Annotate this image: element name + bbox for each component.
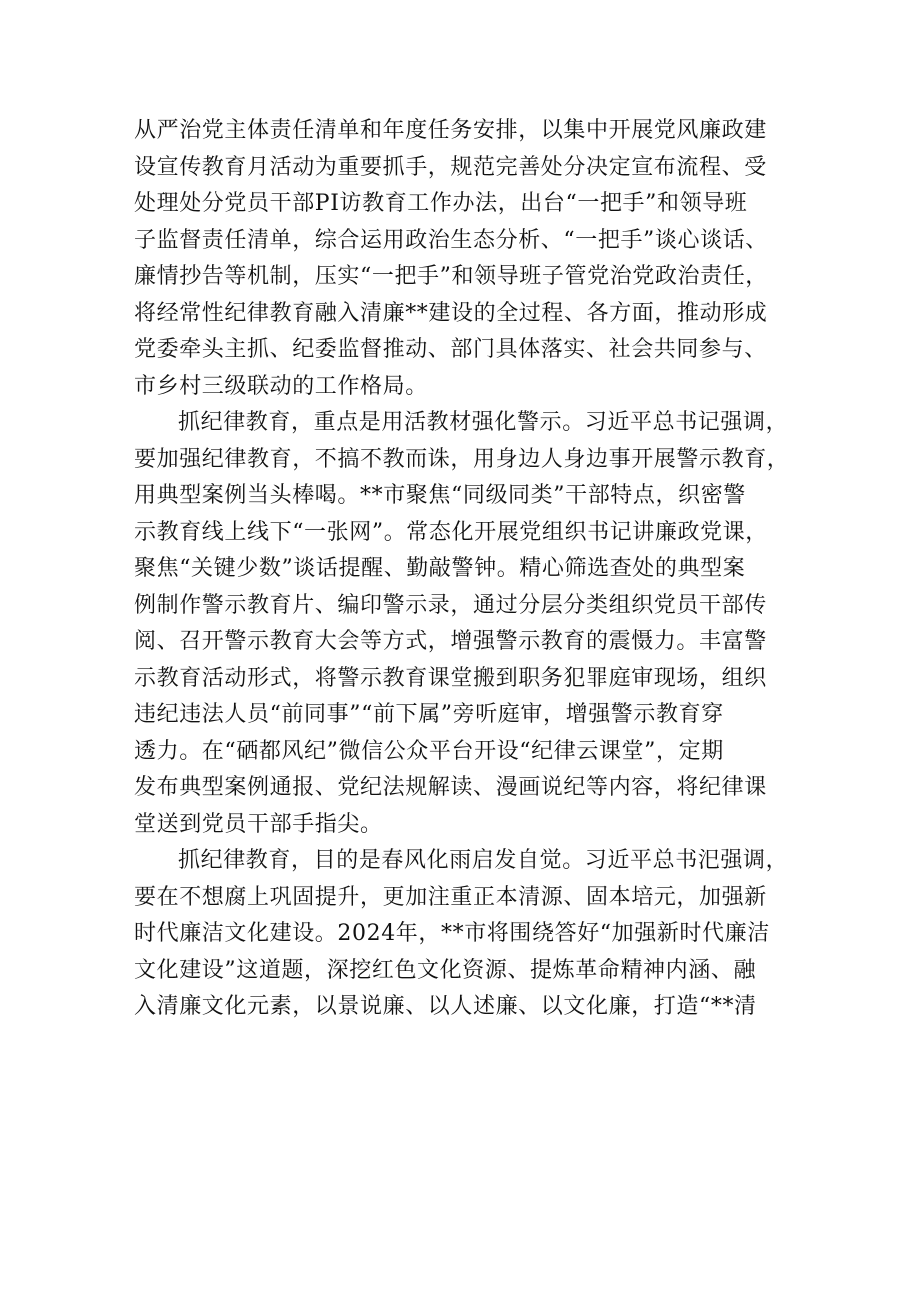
text-line: 堂送到党员干部手指尖。 <box>134 811 383 837</box>
text-line: 发布典型案例通报、党纪法规解读、漫画说纪等内容，将纪律课 <box>134 775 767 800</box>
text-line: 党委牵头主抓、纪委监督推动、部门具体落实、社会共同参与、 <box>134 337 767 362</box>
text-line: 例制作警示教育片、编印警示录，通过分层分类组织党员干部传 <box>134 592 767 618</box>
paragraph-2 <box>134 405 799 843</box>
text-line: 要在不想腐上巩固提升，更加注重正本清源、固本培元，加强新 <box>134 884 767 910</box>
text-line: 要加强纪律教育，不搞不教而诛，用身边人身边事开展警示教育， <box>134 446 790 472</box>
text-line: 入清廉文化元素，以景说廉、以人述廉、以文化廉，打造“**清 <box>134 994 757 1019</box>
text-line: 处理处分党员干部PI访教育工作办法，出台“一把手”和领导班 <box>134 191 748 216</box>
paragraph-3 <box>134 843 799 1026</box>
text-line: 将经常性纪律教育融入清廉**建设的全过程、各方面，推动形成 <box>134 300 768 326</box>
text-line: 从严治党主体责任清单和年度任务安排，以集中开展党风廉政建 <box>134 118 767 143</box>
text-line: 违纪违法人员“前同事”“前下属”旁听庭审，增强警示教育穿 <box>134 702 724 727</box>
text-line: 市乡村三级联动的工作格局。 <box>134 373 428 399</box>
text-line: 抓纪律教育，重点是用活教材强化警示。习近平总书记强调， <box>178 410 789 435</box>
text-line: 示教育活动形式，将警示教育课堂搬到职务犯罪庭审现场，组织 <box>134 665 767 691</box>
text-line: 透力。在“硒都风纪”微信公众平台开设“纪律云课堂”，定期 <box>134 738 724 764</box>
text-line: 廉情抄告等机制，压实“一把手”和领导班子管党治党政治责任， <box>134 264 768 289</box>
text-line: 用典型案例当头棒喝。**市聚焦“同级同类”干部特点，织密警 <box>134 483 746 508</box>
text-line: 示教育线上线下“一张网”。常态化开展党组织书记讲廉政党课， <box>134 519 768 545</box>
paragraph-1 <box>134 113 799 405</box>
text-line: 文化建设”这道题，深挖红色文化资源、提炼革命精神内涵、融 <box>134 957 757 983</box>
document-body <box>134 113 799 1026</box>
text-line: 时代廉洁文化建设。2024年，**市将围绕答好“加强新时代廉洁 <box>134 921 770 946</box>
text-line: 阅、召开警示教育大会等方式，增强警示教育的震慑力。丰富警 <box>134 629 767 654</box>
text-line: 子监督责任清单，综合运用政治生态分析、“一把手”谈心谈话、 <box>134 227 768 253</box>
text-line: 设宣传教育月活动为重要抓手，规范完善处分决定宣布流程、受 <box>134 154 767 180</box>
text-line: 聚焦“关键少数”谈话提醒、勤敲警钟。精心筛选查处的典型案 <box>134 556 746 581</box>
text-line: 抓纪律教育，目的是春风化雨启发自觉。习近平总书汜强调， <box>178 848 789 873</box>
